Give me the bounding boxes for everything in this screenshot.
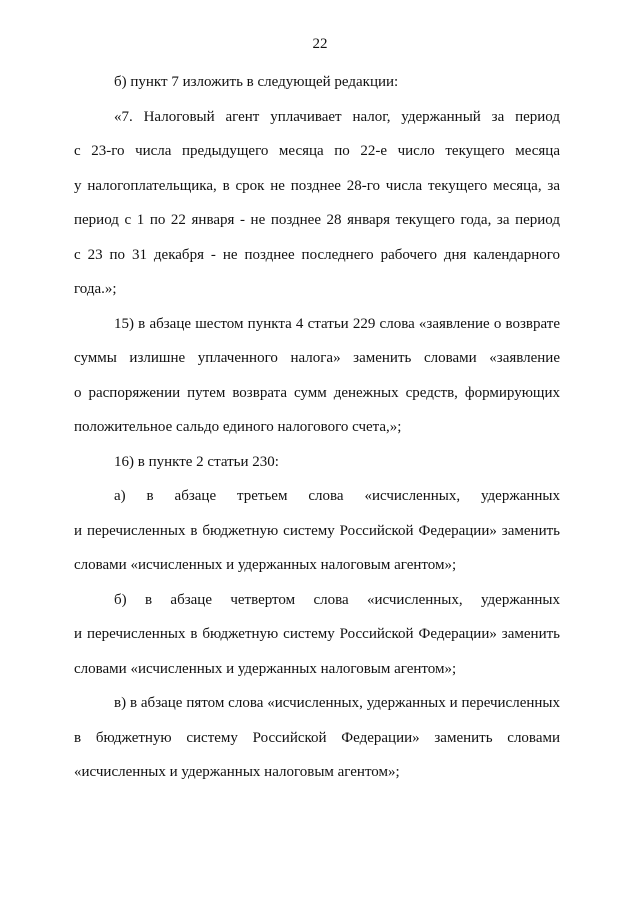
text-line: суммы излишне уплаченного налога» заменить словами «заявление bbox=[74, 350, 560, 366]
text-line: в бюджетную систему Российской Федерации» заменить словами bbox=[74, 730, 560, 746]
text-line: и перечисленных в бюджетную систему Российской Федерации» заменить bbox=[74, 523, 560, 539]
page-number: 22 bbox=[312, 36, 328, 52]
text-line: б) пункт 7 изложить в следующей редакции: bbox=[114, 74, 399, 90]
text-line: словами «исчисленных и удержанных налоговым агентом»; bbox=[74, 557, 457, 573]
text-line: года.»; bbox=[74, 281, 117, 297]
text-line: положительное сальдо единого налогового счета,»; bbox=[74, 419, 402, 435]
text-line: в) в абзаце пятом слова «исчисленных, удержанных и перечисленных bbox=[114, 695, 560, 711]
text-line: словами «исчисленных и удержанных налоговым агентом»; bbox=[74, 661, 457, 677]
text-line: с 23-го числа предыдущего месяца по 22-е число текущего месяца bbox=[74, 143, 560, 159]
text-line: и перечисленных в бюджетную систему Российской Федерации» заменить bbox=[74, 626, 560, 642]
text-line: а) в абзаце третьем слова «исчисленных, удержанных bbox=[114, 488, 560, 504]
text-line: «исчисленных и удержанных налоговым агентом»; bbox=[74, 764, 400, 780]
text-line: 16) в пункте 2 статьи 230: bbox=[114, 454, 279, 470]
text-line: с 23 по 31 декабря - не позднее последнего рабочего дня календарного bbox=[74, 247, 560, 263]
text-line: б) в абзаце четвертом слова «исчисленных, удержанных bbox=[114, 592, 560, 608]
text-line: «7. Налоговый агент уплачивает налог, удержанный за период bbox=[114, 109, 560, 125]
text-line: период с 1 по 22 января - не позднее 28 января текущего года, за период bbox=[74, 212, 560, 228]
text-line: у налогоплательщика, в срок не позднее 28-го числа текущего месяца, за bbox=[74, 178, 560, 194]
text-line: о распоряжении путем возврата сумм денежных средств, формирующих bbox=[74, 385, 560, 401]
text-line: 15) в абзаце шестом пункта 4 статьи 229 слова «заявление о возврате bbox=[114, 316, 560, 332]
